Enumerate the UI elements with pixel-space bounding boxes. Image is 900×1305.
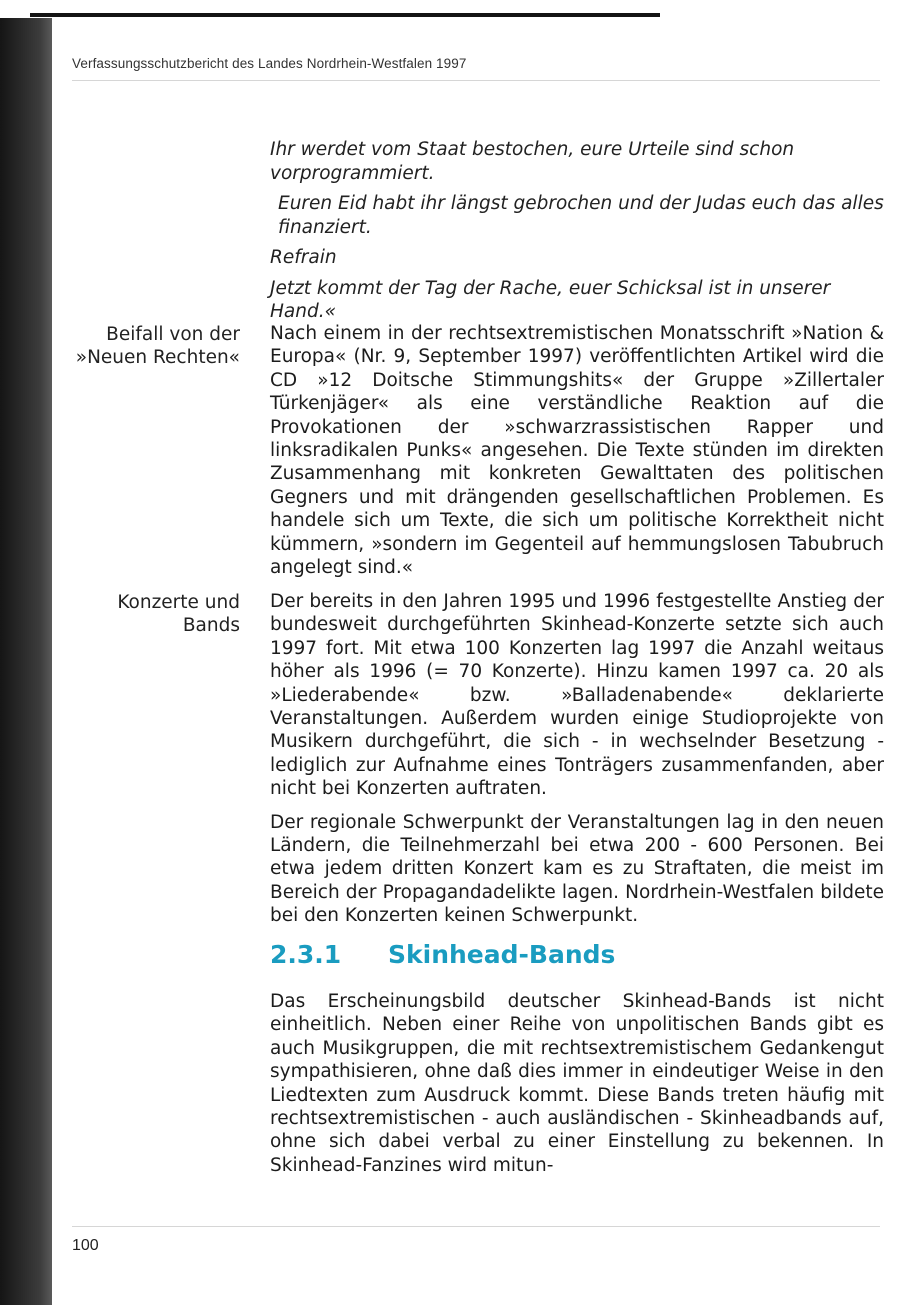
margin-note-line: Bands — [182, 615, 240, 636]
body-text-1 — [270, 322, 884, 589]
paragraph: Nach einem in der rechtsextremistischen Monatsschrift »Nation & Europa« (Nr. 9, September 1997) veröffentlichten Artikel wird die CD »12 Doitsche Stimmungshits« der Gruppe »Zillertaler Türkenjäger« als eine verständliche Reaktion auf die Provokationen der »schwarzrassistischen Rapper und linksradikalen Punks« angesehen. Die Texte stünden im direkten Zusammenhang mit konkreten Gewalttaten des politischen Gegners und mit drängenden gesellschaftlichen Problemen. Es handele sich um Texte, die sich um politische Korrektheit nicht kümmern, »sondern im Gegenteil auf hemmungslosen Tabubruch angelegt sind.« — [270, 323, 884, 579]
verse-block — [270, 138, 884, 331]
verse-line: Jetzt kommt der Tag der Rache, euer Schicksal ist in unserer Hand.« — [270, 277, 831, 322]
paragraph: Das Erscheinungsbild deutscher Skinhead-Bands ist nicht einheitlich. Neben einer Reihe von unpolitischen Bands gibt es auch Musikgruppen, die mit rechtsextremistischem Gedankengut sympathisieren, ohne daß dies immer in eindeutiger Weise in den Liedtexten zum Ausdruck kommt. Diese Bands treten häufig mit rechtsextremistischen - auch ausländischen - Skinheadbands auf, ohne sich dabei verbal zu einer Einstellung zu bekennen. In Skinhead-Fanzines wird mitun- — [270, 991, 884, 1176]
section-heading — [270, 940, 615, 969]
section-title: Skinhead-Bands — [388, 940, 616, 969]
margin-note-beifall — [76, 323, 240, 369]
body-text-3 — [270, 990, 884, 1187]
section-number: 2.3.1 — [270, 940, 342, 969]
running-head: Verfassungsschutzbericht des Landes Nordrhein-Westfalen 1997 — [72, 56, 467, 71]
verse-line: Ihr werdet vom Staat bestochen, eure Urteile sind schon vorprogrammiert. — [270, 139, 795, 184]
margin-note-line: Beifall von der — [106, 324, 240, 345]
verse-line: Euren Eid habt ihr längst gebrochen und der Judas euch das alles finanziert. — [278, 193, 884, 238]
page-number: 100 — [72, 1237, 99, 1254]
body-text-2 — [270, 590, 884, 938]
margin-note-konzerte — [117, 591, 240, 637]
paragraph: Der regionale Schwerpunkt der Veranstaltungen lag in den neuen Ländern, die Teilnehmerzahl bei etwa 200 - 600 Personen. Bei etwa jedem dritten Konzert kam es zu Straftaten, die meist im Bereich der Propagandadelikte lagen. Nordrhein-Westfalen bildete bei den Konzerten keinen Schwerpunkt. — [270, 811, 884, 927]
header-divider — [72, 80, 880, 81]
footer-divider — [72, 1226, 880, 1227]
paragraph: Der bereits in den Jahren 1995 und 1996 festgestellte Anstieg der bundesweit durchgeführten Skinhead-Konzerte setzte sich auch 1997 fort. Mit etwa 100 Konzerten lag 1997 die Anzahl weitaus höher als 1996 (= 70 Konzerte). Hinzu kamen 1997 ca. 20 als »Liederabende« bzw. »Balladenabende« deklarierte Veranstaltungen. Außerdem wurden einige Studioprojekte von Musikern durchgeführt, die sich - in wechselnder Besetzung - lediglich zur Aufnahme eines Tonträgers zusammenfanden, aber nicht bei Konzerten auftraten. — [270, 591, 884, 800]
verse-line: Refrain — [270, 247, 337, 268]
scan-top-rule — [30, 13, 660, 17]
page-top-edge — [0, 0, 900, 8]
margin-note-line: »Neuen Rechten« — [75, 347, 240, 368]
book-spine-shadow — [0, 18, 52, 1305]
margin-note-line: Konzerte und — [117, 592, 240, 613]
